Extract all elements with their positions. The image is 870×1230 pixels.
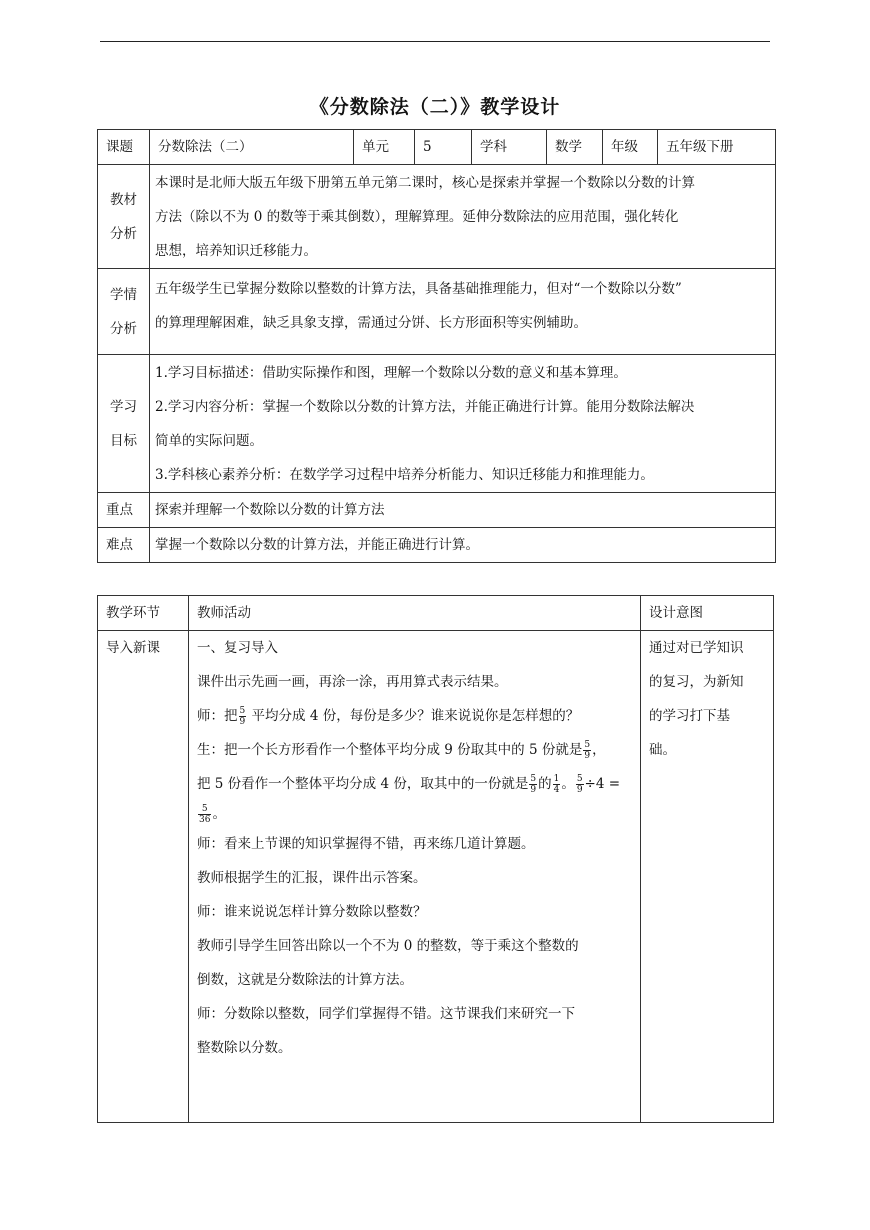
design-intent-header: 设计意图: [641, 596, 774, 631]
fraction-5-9: $\frac{5}{9}$: [530, 774, 537, 795]
goals-line: 2.学习内容分析：掌握一个数除以分数的计算方法，并能正确进行计算。能用分数除法解决: [155, 398, 695, 415]
stage-name: 导入新课: [98, 631, 189, 1123]
goals-line: 3.学科核心素养分析：在数学学习过程中培养分析能力、知识迁移能力和推理能力。: [155, 466, 654, 483]
key-point-label: 重点: [98, 493, 150, 528]
fraction-5-9: $\frac{5}{9}$: [584, 740, 591, 761]
textbook-line: 本课时是北师大版五年级下册第五单元第二课时，核心是探索并掌握一个数除以分数的计算: [155, 174, 695, 191]
textbook-label: 教材 分析: [98, 165, 150, 269]
fraction-5-9: $\frac{5}{9}$: [239, 706, 246, 727]
fraction-1-4: $\frac{1}{4}$: [553, 774, 560, 795]
process-header-row: [98, 596, 774, 631]
topic-label: 课题: [98, 130, 150, 165]
unit-label: 单元: [354, 130, 415, 165]
key-point-row: [98, 493, 776, 528]
subject-value: 数学: [547, 130, 603, 165]
info-row: [98, 130, 776, 165]
students-label: 学情 分析: [98, 269, 150, 355]
student-analysis-row: [98, 269, 776, 355]
difficulty-label: 难点: [98, 528, 150, 563]
fraction-5-9: $\frac{5}{9}$: [576, 774, 583, 795]
teacher-activity: 一、复习导入 课件出示先画一画，再涂一涂，再用算式表示结果。 师：把 $\frac{5}{9}$ 平均分成 4 份，每份是多少？谁来说说你是怎样想的？ 生：把一个长方形看作一个整体平均分成 9 份取其中的 5 份就是 $\frac{5}{9}$ ， 把 5 份看作一个整体平均分成 4 份，取其中的一份就是 $\frac{5}{9}$ 的 $\frac{1}{4}$ 。 $\frac{5}{9}$ ÷4 = $\frac{5}{36}$ 。 师：看来上节课的知识掌握得不错，再来练几道计算题。 教师根据学生的汇报，课件出示答案。 师：谁来说说怎样计算分数除以整数？ 教师引导学生回答出除以一个不为 0 的整数，等于乘这个整数的 倒数，这就是分数除法的计算方法。 师：分数除以整数，同学们掌握得不错。这节课我们来研究一下 整数除以分数。: [189, 631, 641, 1123]
header-rule: [100, 41, 770, 42]
textbook-line: 思想，培养知识迁移能力。: [155, 242, 317, 259]
topic-value: 分数除法（二）: [150, 130, 354, 165]
design-intent: 通过对已学知识 的复习，为新知 的学习打下基 础。: [641, 631, 774, 1123]
goals-line: 简单的实际问题。: [155, 432, 263, 449]
learning-goals-row: [98, 355, 776, 493]
textbook-analysis-row: [98, 165, 776, 269]
goals-content: [150, 355, 776, 493]
textbook-line: 方法（除以不为 0 的数等于乘其倒数），理解算理。延伸分数除法的应用范围，强化转化: [155, 208, 679, 225]
lesson-info-table: [97, 129, 776, 563]
goals-line: 1.学习目标描述：借助实际操作和图，理解一个数除以分数的意义和基本算理。: [155, 364, 627, 381]
teacher-activity-header: 教师活动: [189, 596, 641, 631]
students-content: [150, 269, 776, 355]
students-line: 五年级学生已掌握分数除以整数的计算方法，具备基础推理能力，但对“一个数除以分数”: [155, 281, 682, 297]
intro-stage-row: [98, 631, 774, 1123]
document-title: 《分数除法（二）》教学设计: [309, 96, 561, 118]
textbook-content: [150, 165, 776, 269]
stage-header: 教学环节: [98, 596, 189, 631]
key-point-text: 探索并理解一个数除以分数的计算方法: [150, 493, 776, 528]
teaching-process-table: [97, 595, 774, 1123]
students-line: 的算理理解困难，缺乏具象支撑，需通过分饼、长方形面积等实例辅助。: [155, 315, 587, 331]
subject-label: 学科: [472, 130, 547, 165]
goals-label: 学习 目标: [98, 355, 150, 493]
difficulty-row: [98, 528, 776, 563]
grade-value: 五年级下册: [658, 130, 776, 165]
fraction-5-36: $\frac{5}{36}$: [199, 804, 211, 825]
unit-value: 5: [415, 130, 472, 165]
grade-label: 年级: [603, 130, 658, 165]
difficulty-text: 掌握一个数除以分数的计算方法，并能正确进行计算。: [150, 528, 776, 563]
